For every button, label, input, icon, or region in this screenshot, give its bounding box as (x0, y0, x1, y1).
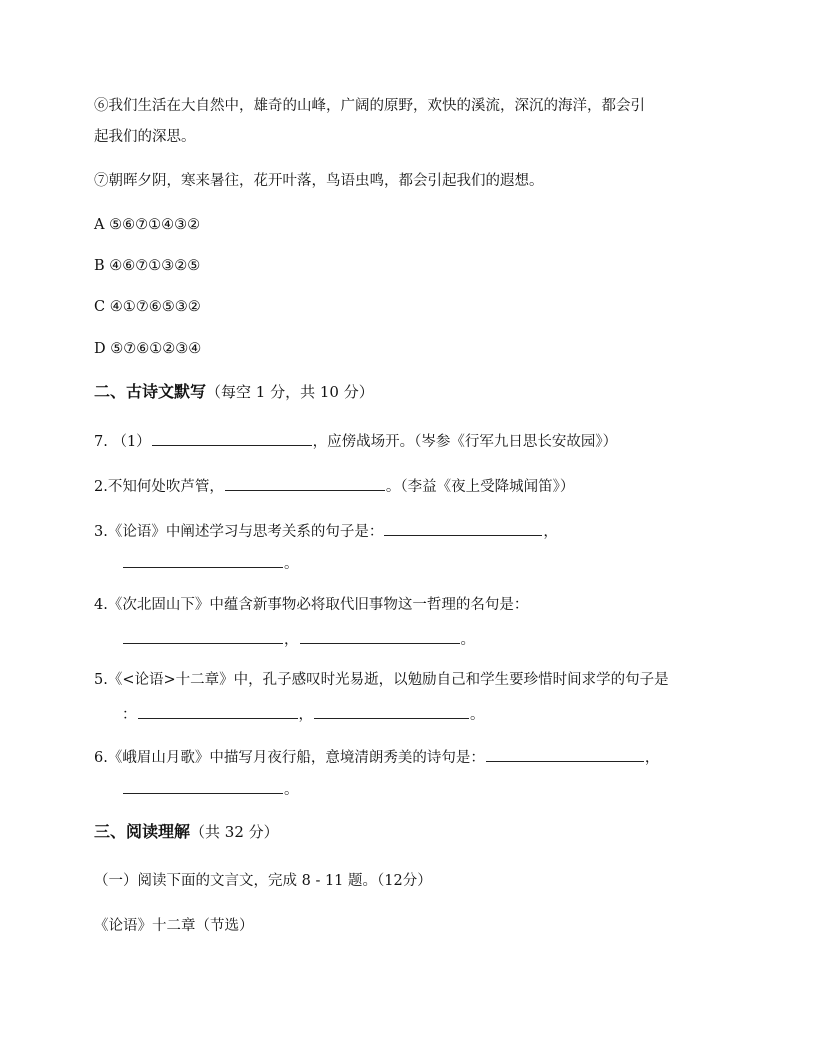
passage-title: 《论语》十二章（节选） (94, 918, 254, 934)
q6-blank-2[interactable] (123, 778, 283, 794)
question-5-line-2 (122, 703, 485, 725)
section-2-title: 二、古诗文默写 (94, 382, 207, 401)
question-4-line-1: 4.《次北固山下》中蕴含新事物必将取代旧事物这一哲理的名句是： (94, 597, 529, 613)
q5-colon: ： (122, 707, 137, 723)
question-7 (94, 430, 617, 452)
q5-end: 。 (470, 707, 485, 723)
section-2-note: （每空 1 分，共 10 分） (206, 383, 374, 401)
question-4-line-2 (122, 628, 475, 650)
q5-blank-2[interactable] (314, 703, 469, 719)
q7-suffix: ，应傍战场开。（岑参《行军九日思长安故园》） (312, 434, 618, 450)
question-6-line-2 (122, 778, 299, 800)
q2-prefix: 2.不知何处吹芦管， (94, 479, 224, 495)
q4-blank-1[interactable] (123, 628, 283, 644)
q2-suffix: 。（李益《夜上受降城闻笛》） (385, 479, 575, 495)
question-5-line-1: 5.《<论语>十二章》中，孔子感叹时光易逝，以勉励自己和学生要珍惜时间求学的句子是 (94, 672, 669, 688)
option-a: A ⑤⑥⑦①④③② (94, 217, 201, 233)
section-3-title: 三、阅读理解 (94, 822, 191, 841)
section-2-heading (94, 382, 374, 402)
sentence-6-line-2: 起我们的深思。 (94, 129, 196, 145)
question-2 (94, 475, 574, 497)
q3-blank-2[interactable] (123, 552, 283, 568)
option-c: C ④①⑦⑥⑤③② (94, 299, 201, 315)
q7-blank[interactable] (152, 430, 312, 446)
option-b: B ④⑥⑦①③②⑤ (94, 258, 201, 274)
option-d: D ⑤⑦⑥①②③④ (94, 341, 202, 357)
sentence-7: ⑦朝晖夕阴，寒来暑往，花开叶落，鸟语虫鸣，都会引起我们的遐想。 (94, 173, 544, 189)
q4-blank-2[interactable] (300, 628, 460, 644)
q3-end: 。 (284, 556, 299, 572)
sentence-6-line-1: ⑥我们生活在大自然中，雄奇的山峰，广阔的原野，欢快的溪流，深沉的海洋，都会引 (94, 98, 645, 114)
q6-end: 。 (284, 782, 299, 798)
q2-blank[interactable] (225, 475, 385, 491)
q3-comma: ， (543, 524, 558, 540)
q3-prefix: 3.《论语》中阐述学习与思考关系的句子是： (94, 524, 384, 540)
q5-comma: ， (298, 707, 313, 723)
q7-prefix: 7. （1） (94, 434, 151, 450)
question-3-line-2 (122, 552, 299, 574)
q6-comma: ， (644, 750, 660, 766)
question-3-line-1 (94, 520, 558, 542)
section-3-heading (94, 822, 279, 842)
part-1-instruction: （一）阅读下面的文言文，完成 8 - 11 题。（12分） (94, 873, 432, 889)
q6-blank-1[interactable] (486, 746, 644, 762)
q4-comma: ， (284, 632, 299, 648)
q4-end: 。 (460, 632, 475, 648)
q5-blank-1[interactable] (138, 703, 298, 719)
question-6-line-1 (94, 746, 659, 768)
q3-blank-1[interactable] (384, 520, 542, 536)
section-3-note: （共 32 分） (190, 823, 279, 841)
q6-prefix: 6.《峨眉山月歌》中描写月夜行船，意境清朗秀美的诗句是： (94, 750, 485, 766)
